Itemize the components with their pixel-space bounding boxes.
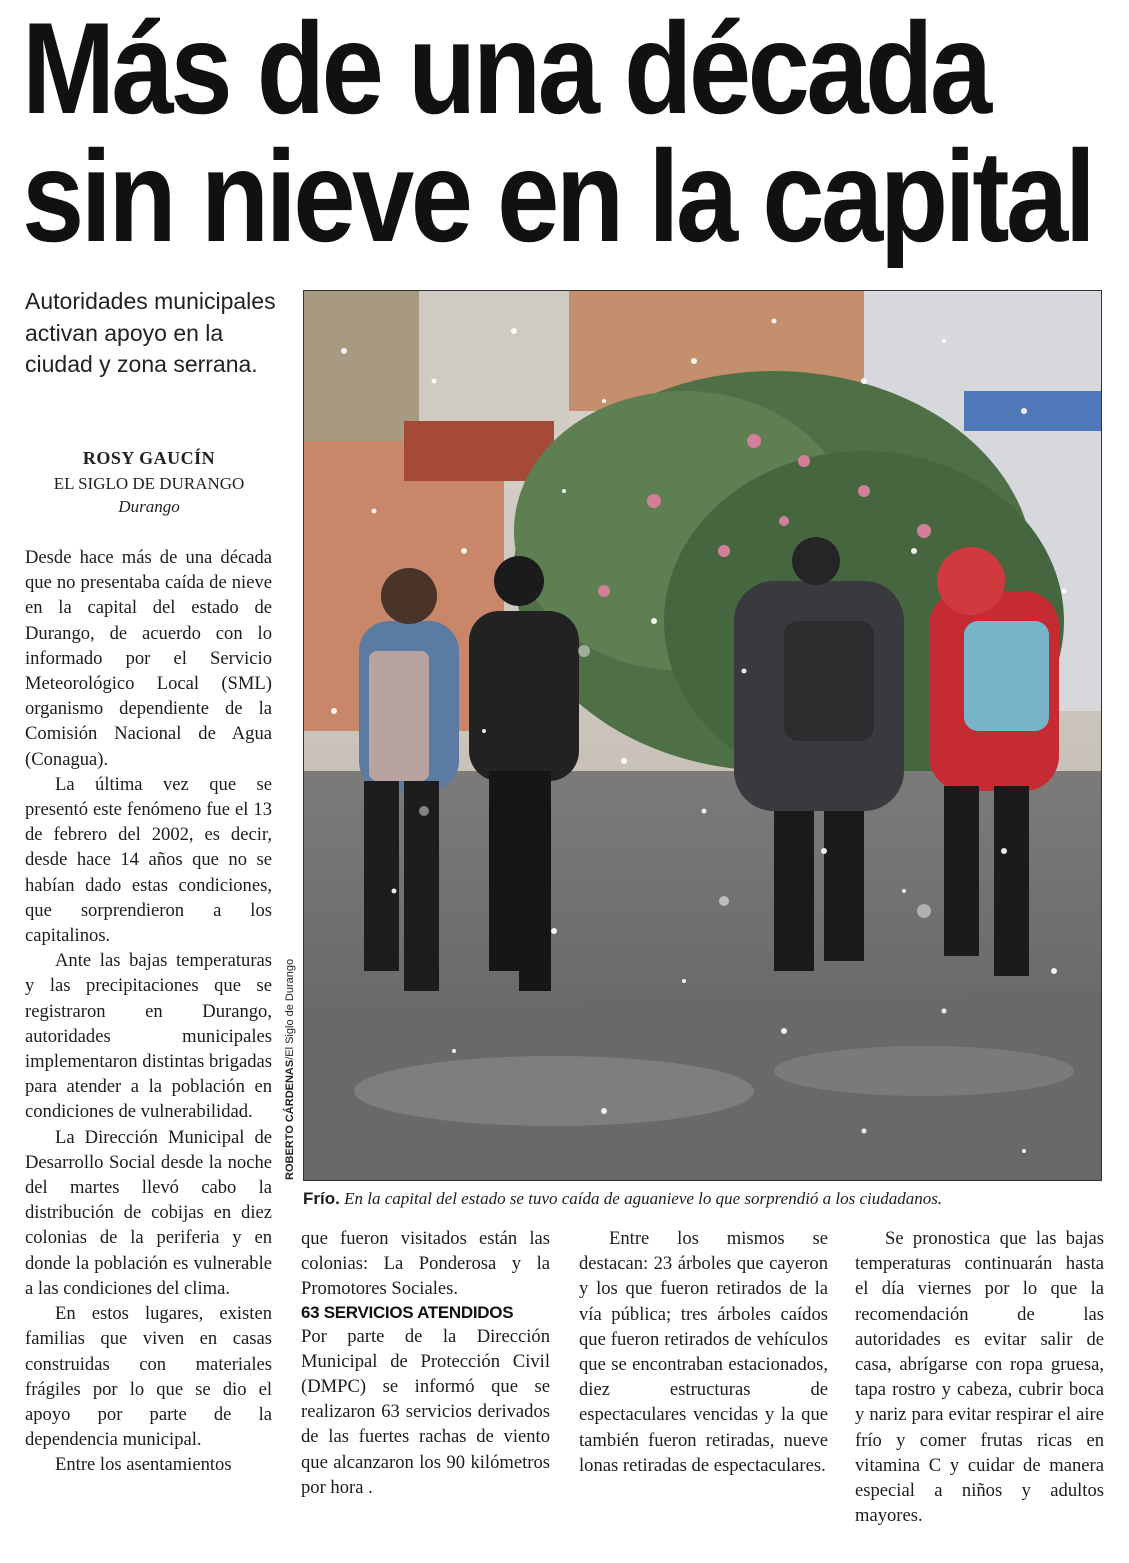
body-paragraph: Entre los asentamientos (55, 1454, 232, 1476)
body-paragraph: Se pronostica que las bajas temperaturas continuarán hasta el día viernes por lo que la recomendación de las autoridades es evitar salir de casa, abrígarse con ropa gruesa, tapa rostro y cabeza, cubrir boca y nariz para evitar respirar el aire frío y comer frutas ricas en vitamina C y cuidar de manera especial a niños y adultos mayores. (855, 1228, 1104, 1527)
photo-credit (284, 958, 300, 1180)
headline (22, 0, 1093, 269)
body-column-3 (579, 1226, 828, 1478)
byline-location: Durango (118, 497, 180, 516)
photo-credit-name: ROBERTO CÁRDENAS (284, 1059, 296, 1180)
snow-street-scene-image (304, 291, 1101, 1180)
byline-author: ROSY GAUCÍN (82, 448, 216, 468)
body-paragraph: La última vez que se presentó este fenómeno fue el 13 de febrero del 2002, es decir, desde hace 14 años que no se habían dado estas condiciones, que sorprendieron a los capitalinos. (25, 773, 272, 947)
body-column-4 (855, 1226, 1104, 1528)
body-paragraph: La Dirección Municipal de Desarrollo Social desde la noche del martes llevó cabo la distribución de cobijas en diez colonias de la periferia y en donde la población es vulnerable a las condiciones del clima. (25, 1126, 272, 1299)
body-paragraph: Por parte de la Dirección Municipal de Protección Civil (DMPC) se informó que se realizaron 63 servicios derivados de las fuertes rachas de viento que alcanzaron los 90 kilómetros por hora . (301, 1325, 550, 1498)
section-subhead: 63 SERVICIOS ATENDIDOS (301, 1302, 514, 1322)
body-paragraph: que fueron visitados están las colonias: La Ponderosa y la Promotores Sociales. (301, 1228, 550, 1300)
caption-text: En la capital del estado se tuvo caída de aguanieve lo que sorprendió a los ciudadanos. (344, 1189, 943, 1208)
body-paragraph: Ante las bajas temperaturas y las precipitaciones que se registraron en Durango, autoridades municipales implementaron distintas brigadas para atender a la población en condiciones de vulnerabilidad. (25, 950, 272, 1123)
body-paragraph: Entre los mismos se destacan: 23 árboles que cayeron y los que fueron retirados de la vía pública; tres árboles caídos que fueron retirados de vehículos que se encontraban estacionados, diez estructuras de espectaculares vencidas y la que también fueron retiradas, nueve lonas retiradas de espectaculares. (579, 1228, 828, 1476)
body-column-1 (25, 545, 272, 1478)
caption-lead: Frío. (303, 1189, 340, 1208)
photo-credit-source: /El Siglo de Durango (284, 958, 296, 1060)
byline-publication: EL SIGLO DE DURANGO (53, 474, 245, 493)
news-photo (303, 290, 1102, 1181)
headline-line-1: Más de una década (22, 0, 989, 141)
photo-caption (303, 1188, 1103, 1210)
deck-summary: Autoridades municipales activan apoyo en la ciudad y zona serrana. (25, 288, 276, 377)
body-paragraph: En estos lugares, existen familias que viven en casas construidas con materiales frágiles por lo que se dio el apoyo por parte de la dependencia municipal. (25, 1303, 272, 1451)
headline-line-2: sin nieve en la capital (22, 123, 1093, 269)
body-column-2 (301, 1226, 550, 1500)
body-paragraph: Desde hace más de una década que no presentaba caída de nieve en la capital del estado de Durango, de acuerdo con lo informado por el Servicio Meteorológico Local (SML) organismo dependiente de la Comisión Nacional de Agua (Conagua). (25, 547, 272, 770)
